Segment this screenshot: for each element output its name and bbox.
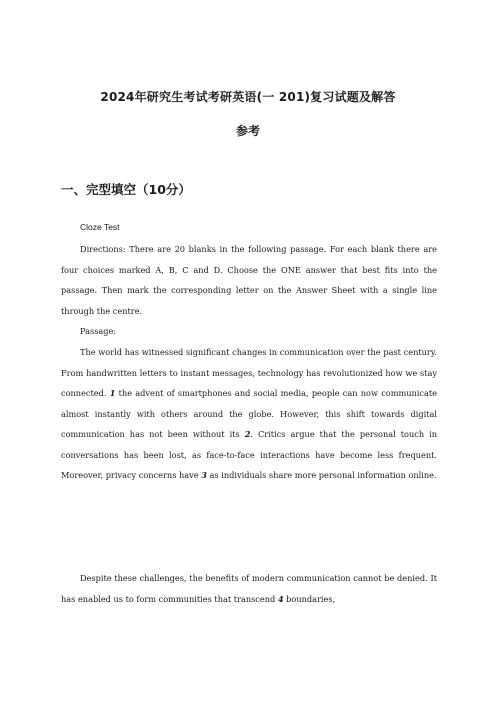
section-heading: 一、完型填空（10分） bbox=[61, 182, 191, 197]
document-subtitle: 参考 bbox=[235, 124, 260, 138]
directions-paragraph: Directions: There are 20 blanks in the following passage. For each blank there are four choices marked A, B, C and D. Choose the ONE answer that best fits into the passage. Then mark the corresponding letter on the Answer Sheet with a single line through the centre. bbox=[61, 244, 437, 316]
paragraph-text: boundaries, bbox=[283, 593, 336, 604]
blank-number: 2 bbox=[244, 429, 251, 439]
passage-paragraph-2 bbox=[61, 568, 437, 609]
blank-number: 1 bbox=[109, 388, 116, 398]
paragraph-text: The world has witnessed significant changes in communication over the past century. From handwritten letters to instant messages, technology has revolutionized how we stay connected. bbox=[61, 347, 437, 398]
cloze-test-label: Cloze Test bbox=[80, 222, 120, 232]
passage-label: Passage: bbox=[80, 326, 117, 336]
blank-number: 3 bbox=[201, 470, 207, 480]
paragraph-text: the advent of smartphones and social media, people can now communicate almost instantly with others around the globe. However, this shift towards digital communication has not been without its bbox=[61, 388, 437, 439]
blank-number: 4 bbox=[277, 593, 284, 604]
document-title: 2024年研究生考试考研英语(一 201)复习试题及解答 bbox=[100, 90, 396, 104]
passage-paragraph-1 bbox=[61, 342, 437, 486]
paragraph-text: as individuals share more personal information online. bbox=[206, 470, 437, 480]
paragraph-text: . Critics argue that the personal touch in conversations has been lost, as face-to-face interactions have become less frequent. Moreover, privacy concerns have bbox=[61, 429, 437, 480]
paragraph-text: Despite these challenges, the benefits of modern communication cannot be denied. It has enabled us to form communities that transcend bbox=[61, 573, 437, 604]
